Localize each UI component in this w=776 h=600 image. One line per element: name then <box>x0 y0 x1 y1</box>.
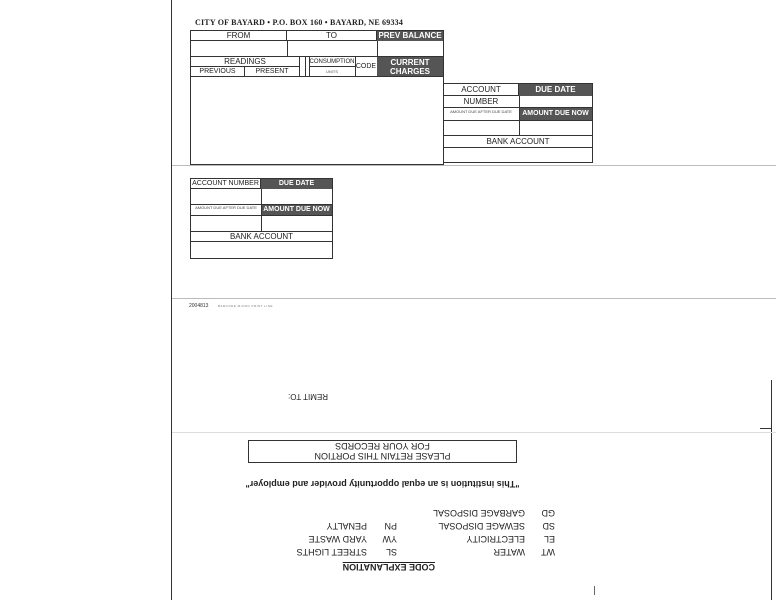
present-header: PRESENT <box>255 68 289 75</box>
left-account-number-header: ACCOUNT NUMBER <box>191 179 261 189</box>
current-charges-header: CURRENT CHARGES <box>377 57 443 76</box>
code-el-desc: ELECTRICITY <box>466 534 525 544</box>
bottom-tick <box>594 586 595 595</box>
micro-print-line: BARCODE MICRO PRINT LINE <box>218 304 273 308</box>
previous-header: PREVIOUS <box>191 67 245 76</box>
code-sd: SD <box>542 521 555 531</box>
to-header: TO <box>287 31 377 41</box>
retain-box <box>248 440 517 463</box>
right-edge-tick <box>760 428 772 429</box>
fold-line-1 <box>172 165 776 166</box>
code-yw-desc: YARD WASTE <box>308 534 367 544</box>
left-scan-edge <box>171 0 172 600</box>
consumption-header: CONSUMPTION <box>309 59 355 65</box>
code-el: EL <box>543 534 555 544</box>
code-wt-desc: WATER <box>493 547 525 557</box>
fold-line-3 <box>172 432 776 433</box>
left-due-date-header: DUE DATE <box>261 179 332 189</box>
fold-line-2 <box>172 298 776 299</box>
units-header: UNITS <box>326 69 338 74</box>
prev-balance-header: PREV BALANCE <box>378 31 442 40</box>
right-bank-account-header: BANK ACCOUNT <box>444 136 592 148</box>
right-scan-edge <box>771 380 772 600</box>
code-pn: PN <box>384 521 397 531</box>
left-bank-account-header: BANK ACCOUNT <box>191 232 332 242</box>
code-pn-desc: PENALTY <box>326 521 367 531</box>
code-sl: SL <box>385 547 397 557</box>
code-yw: YW <box>382 534 397 544</box>
code-gd: GD <box>541 508 555 518</box>
code-sd-desc: SEWAGE DISPOSAL <box>438 521 525 531</box>
retain-line-2: FOR YOUR RECORDS <box>335 441 430 451</box>
form-number: 2004813 <box>189 303 209 309</box>
retain-line-1: PLEASE RETAIN THIS PORTION <box>314 451 451 461</box>
code-title: CODE EXPLANATION <box>342 562 435 572</box>
city-address: CITY OF BAYARD • P.O. BOX 160 • BAYARD, NE 69334 <box>195 18 404 27</box>
from-header: FROM <box>191 31 287 41</box>
code-sl-desc: STREET LIGHTS <box>296 547 367 557</box>
right-due-date-header: DUE DATE <box>519 84 592 96</box>
row1-values <box>191 41 443 57</box>
equal-opportunity-statement: "This institution is an equal opportunity provider and employer" <box>245 479 520 489</box>
right-amount-due-after-label: AMOUNT DUE AFTER DUE DATE <box>450 109 512 114</box>
left-amount-due-now-header: AMOUNT DUE NOW <box>261 205 332 215</box>
left-amount-due-after-label: AMOUNT DUE AFTER DUE DATE <box>195 205 257 210</box>
right-account-number-header: ACCOUNT NUMBER <box>444 84 519 96</box>
code-explanation <box>225 497 555 573</box>
remit-to-label: REMIT TO: <box>288 392 329 401</box>
code-header: CODE <box>355 63 377 70</box>
code-gd-desc: GARBAGE DISPOSAL <box>432 508 525 518</box>
right-amount-due-now-header: AMOUNT DUE NOW <box>519 108 592 120</box>
code-wt: WT <box>541 547 555 557</box>
readings-header: READINGS <box>191 57 299 67</box>
